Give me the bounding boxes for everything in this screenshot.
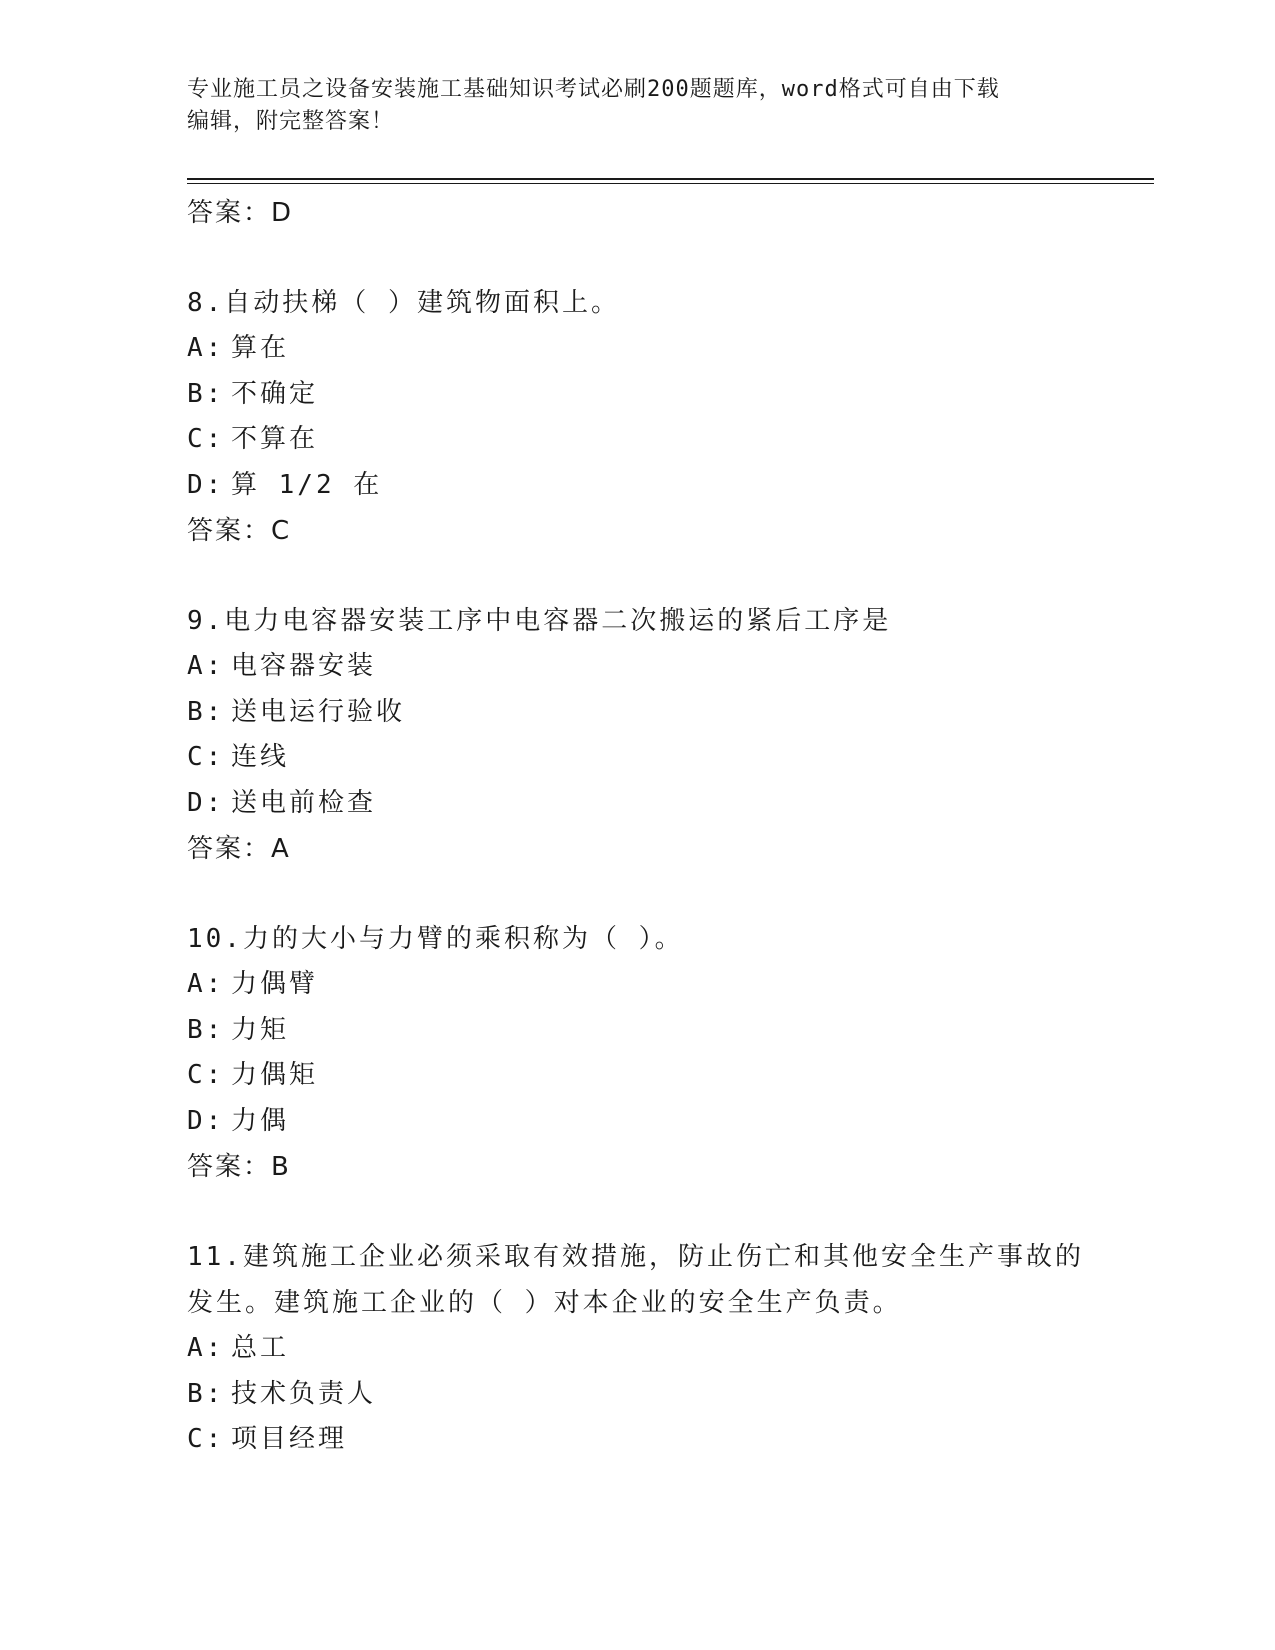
option-letter: D: [187,469,225,500]
question-block-10 [187,916,1087,1190]
option-letter: A: [187,333,225,363]
document-header [187,74,1087,138]
option-letter: B: [187,1014,225,1045]
spacer [187,554,1087,598]
option-d [187,781,1087,827]
option-letter: C: [187,424,225,454]
option-letter: C: [187,742,225,772]
option-b [187,690,1087,736]
option-text: 力矩 [231,1014,290,1045]
question-list [187,190,1087,1463]
question-title: 11.建筑施工企业必须采取有效措施，防止伤亡和其他安全生产事故的发生。建筑施工企业的（ ）对本企业的安全生产负责。 [187,1242,1084,1318]
option-text: 算 1/2 在 [231,469,383,500]
option-a [187,1326,1087,1372]
header-divider-thin [187,183,1154,184]
question-title: 9.电力电容器安装工序中电容器二次搬运的紧后工序是 [187,606,892,636]
header-divider-thick [187,178,1154,180]
option-c [187,1053,1087,1099]
option-text: 力偶 [231,1105,290,1136]
option-text: 不确定 [231,378,319,409]
header-line-1: 专业施工员之设备安装施工基础知识考试必刷200题题库，word格式可自由下载 [187,77,1000,102]
previous-answer: 答案：D [187,198,294,228]
answer-line: 答案：C [187,516,292,546]
option-text: 送电前检查 [231,787,377,818]
option-text: 力偶矩 [231,1060,319,1090]
option-a [187,644,1087,690]
option-b [187,372,1087,418]
spacer [187,1190,1087,1234]
option-text: 不算在 [231,424,319,454]
option-letter: A: [187,969,225,999]
option-letter: C: [187,1424,225,1454]
option-a [187,326,1087,372]
option-letter: B: [187,696,225,727]
option-c [187,417,1087,463]
question-title: 10.力的大小与力臂的乘积称为（ ）。 [187,924,684,954]
option-text: 送电运行验收 [231,696,406,727]
question-block-9 [187,598,1087,872]
question-block-8 [187,280,1087,554]
option-a [187,962,1087,1008]
option-c [187,735,1087,781]
answer-line: 答案：B [187,1152,291,1182]
option-text: 连线 [231,742,290,772]
answer-line: 答案：A [187,834,291,864]
option-letter: B: [187,378,225,409]
option-text: 算在 [231,333,290,363]
option-letter: C: [187,1060,225,1090]
option-text: 技术负责人 [231,1378,377,1409]
option-text: 总工 [231,1333,290,1363]
option-c [187,1417,1087,1463]
option-text: 电容器安装 [231,651,377,681]
option-letter: A: [187,651,225,681]
option-b [187,1372,1087,1418]
option-d [187,463,1087,509]
question-title: 8.自动扶梯（ ）建筑物面积上。 [187,288,620,318]
header-line-2: 编辑，附完整答案！ [187,109,395,134]
spacer [187,872,1087,916]
option-text: 力偶臂 [231,969,319,999]
option-text: 项目经理 [231,1424,348,1454]
option-letter: D: [187,1105,225,1136]
option-b [187,1008,1087,1054]
spacer [187,236,1087,280]
option-letter: A: [187,1333,225,1363]
question-block-11 [187,1234,1087,1463]
option-d [187,1099,1087,1145]
option-letter: D: [187,787,225,818]
option-letter: B: [187,1378,225,1409]
